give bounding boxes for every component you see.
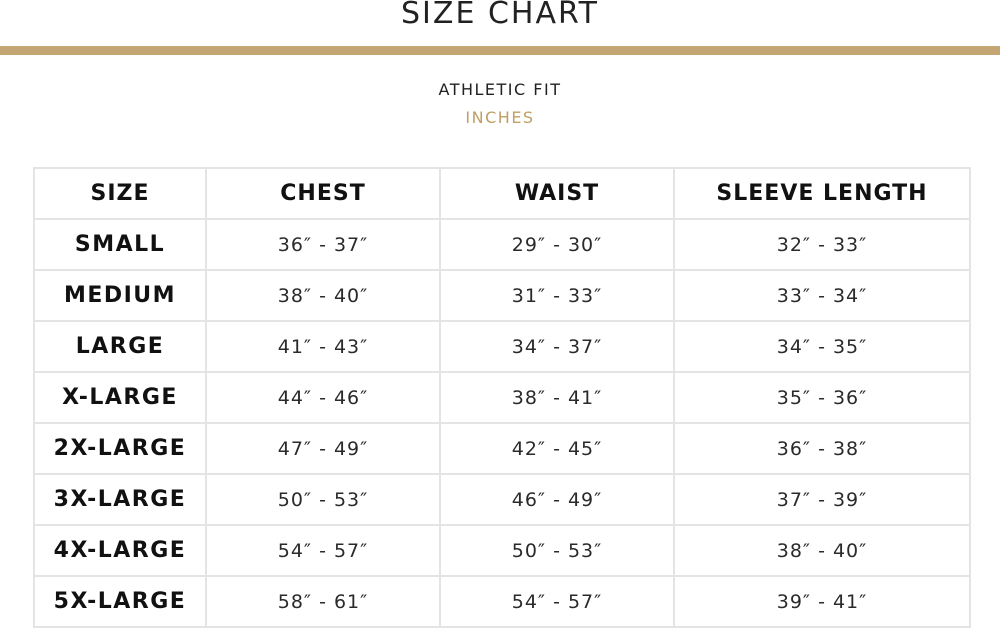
- column-header-size: SIZE: [34, 168, 206, 219]
- size-cell: SMALL: [34, 219, 206, 270]
- waist-cell: 46″ - 49″: [440, 474, 674, 525]
- table-row: [34, 270, 970, 321]
- column-header-sleeve-length: SLEEVE LENGTH: [674, 168, 970, 219]
- waist-cell: 34″ - 37″: [440, 321, 674, 372]
- chest-cell: 44″ - 46″: [206, 372, 440, 423]
- size-cell: 5X-LARGE: [34, 576, 206, 627]
- size-cell: X-LARGE: [34, 372, 206, 423]
- waist-cell: 38″ - 41″: [440, 372, 674, 423]
- column-header-chest: CHEST: [206, 168, 440, 219]
- sleeve-cell: 38″ - 40″: [674, 525, 970, 576]
- sleeve-cell: 36″ - 38″: [674, 423, 970, 474]
- sleeve-cell: 35″ - 36″: [674, 372, 970, 423]
- size-cell: MEDIUM: [34, 270, 206, 321]
- size-table: [33, 167, 971, 628]
- waist-cell: 29″ - 30″: [440, 219, 674, 270]
- size-cell: 2X-LARGE: [34, 423, 206, 474]
- sleeve-cell: 34″ - 35″: [674, 321, 970, 372]
- waist-cell: 54″ - 57″: [440, 576, 674, 627]
- table-row: [34, 219, 970, 270]
- sleeve-cell: 33″ - 34″: [674, 270, 970, 321]
- waist-cell: 50″ - 53″: [440, 525, 674, 576]
- sleeve-cell: 37″ - 39″: [674, 474, 970, 525]
- title-divider: [0, 46, 1000, 55]
- sleeve-cell: 39″ - 41″: [674, 576, 970, 627]
- chest-cell: 36″ - 37″: [206, 219, 440, 270]
- size-cell: 3X-LARGE: [34, 474, 206, 525]
- chest-cell: 47″ - 49″: [206, 423, 440, 474]
- chest-cell: 50″ - 53″: [206, 474, 440, 525]
- table-row: [34, 321, 970, 372]
- size-cell: LARGE: [34, 321, 206, 372]
- chest-cell: 41″ - 43″: [206, 321, 440, 372]
- table-row: [34, 525, 970, 576]
- size-cell: 4X-LARGE: [34, 525, 206, 576]
- page-title: SIZE CHART: [401, 0, 599, 31]
- table-row: [34, 576, 970, 627]
- chest-cell: 38″ - 40″: [206, 270, 440, 321]
- sleeve-cell: 32″ - 33″: [674, 219, 970, 270]
- table-row: [34, 474, 970, 525]
- waist-cell: 42″ - 45″: [440, 423, 674, 474]
- table-row: [34, 423, 970, 474]
- fit-label: ATHLETIC FIT: [438, 80, 562, 99]
- waist-cell: 31″ - 33″: [440, 270, 674, 321]
- chest-cell: 58″ - 61″: [206, 576, 440, 627]
- table-header-row: [34, 168, 970, 219]
- table-row: [34, 372, 970, 423]
- column-header-waist: WAIST: [440, 168, 674, 219]
- unit-label: INCHES: [465, 108, 535, 127]
- chest-cell: 54″ - 57″: [206, 525, 440, 576]
